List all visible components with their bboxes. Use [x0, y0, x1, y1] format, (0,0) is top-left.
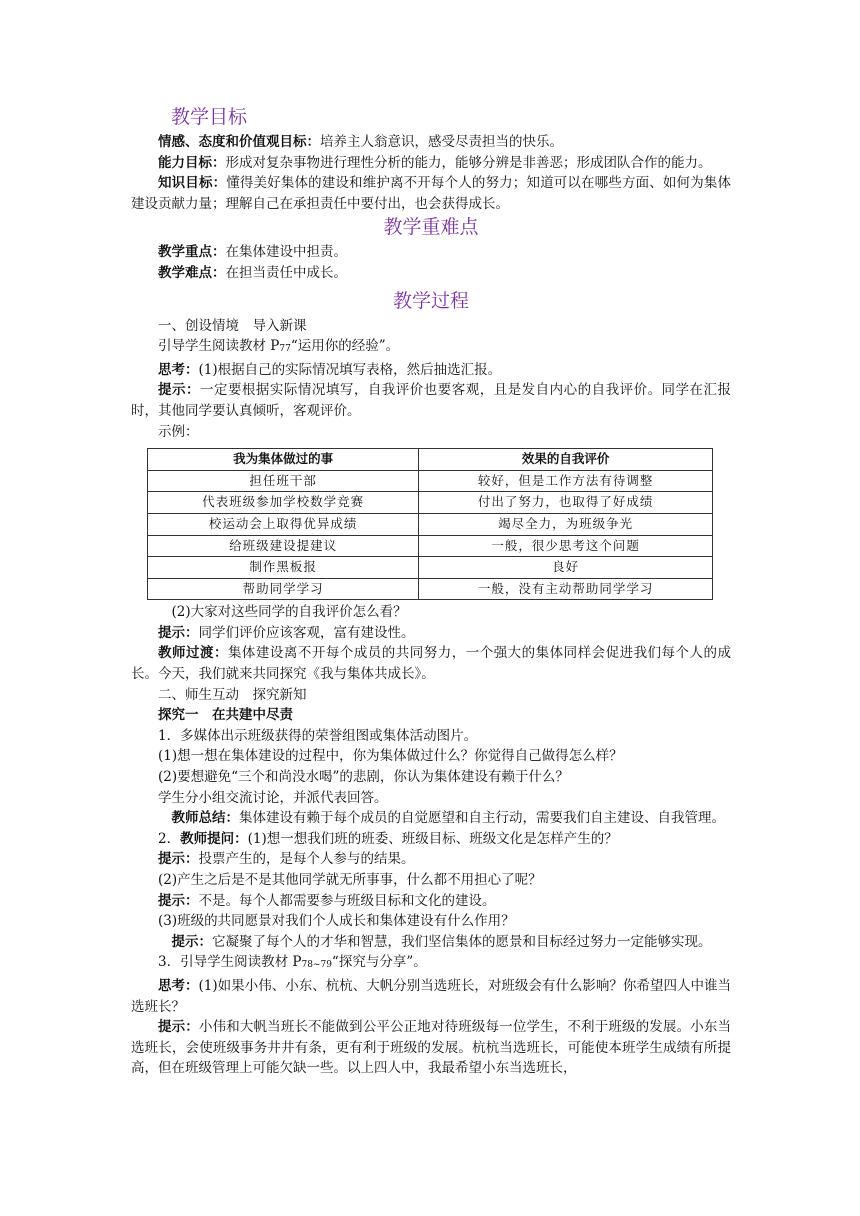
- item-2: [131, 829, 731, 850]
- think-1: [131, 360, 731, 381]
- think-2-label: 思考：: [158, 977, 199, 994]
- item-1-discussion: 学生分小组交流讨论，并派代表回答。: [158, 789, 388, 806]
- hint-1-text: 一定要根据实际情况填写，自我评价也要客观，且是发自内心的自我评价。同学在汇报时，其他同学要认真倾听，客观评价。: [131, 382, 732, 419]
- item-3-page: 78~79: [301, 960, 332, 971]
- item-2-number: 2．: [158, 830, 181, 847]
- hint-5: [131, 932, 731, 953]
- item-2-label: 教师提问：: [180, 830, 248, 847]
- hint-4-text: 不是。每个人都需要参与班级目标和文化的建设。: [198, 892, 496, 909]
- emotion-goal-text: 培养主人翁意识，感受尽责担当的快乐。: [320, 134, 563, 150]
- think-2-text: (1)如果小伟、小东、杭杭、大帆分别当选班长，对班级会有什么影响？你希望四人中谁当选班长？: [131, 977, 732, 1015]
- hint-5-text: 它凝聚了每个人的才华和智慧，我们坚信集体的愿景和目标经过努力一定能够实现。: [212, 933, 712, 950]
- hint-6: [131, 1017, 731, 1079]
- goals-heading: 教学目标: [171, 106, 248, 128]
- hint-2: [131, 623, 731, 644]
- item-2-question-3: (3)班级的共同愿景对我们个人成长和集体建设有什么作用？: [158, 913, 515, 930]
- table-cell: 付出了努力，也取得了好成绩: [419, 492, 713, 514]
- key-point-label: 教学重点：: [158, 244, 226, 261]
- think-2: [131, 976, 731, 1017]
- table-row: [148, 492, 713, 514]
- document-body: [131, 104, 731, 1079]
- knowledge-goal-label: 知识目标：: [158, 175, 227, 192]
- teacher-summary-text: 集体建设有赖于每个成员的自觉愿望和自主行动，需要我们自主建设、自我管理。: [239, 810, 725, 827]
- table-cell: 良好: [419, 557, 713, 579]
- hint-6-text: 小伟和大帆当班长不能做到公平公正地对待班级每一位学生，不利于班级的发展。小东当选班长，会使班级事务井井有条，更有利于班级的发展。杭杭当选班长，可能使本班学生成绩有所提高，但在班级管理上可能欠缺一些。以上四人中，我最希望小东当选班长，: [131, 1019, 732, 1077]
- ability-goal-label: 能力目标：: [158, 154, 226, 171]
- table-header-row: [148, 449, 713, 471]
- item-2-text: (1)想一想我们班的班委、班级目标、班级文化是怎样产生的？: [247, 830, 618, 847]
- item-1: 1．多媒体出示班级获得的荣誉组图或集体活动图片。: [158, 727, 478, 744]
- hint-1: [131, 380, 731, 421]
- table-cell: 给班级建设提建议: [148, 535, 419, 557]
- ability-goal: [131, 153, 731, 174]
- hint-3-label: 提示：: [158, 851, 199, 868]
- guide-1-post: “运用你的经验”。: [290, 338, 400, 355]
- item-3: [131, 952, 731, 976]
- hint-1-label: 提示：: [158, 382, 200, 399]
- question-2: (2)大家对这些同学的自我评价怎么看？: [171, 604, 407, 621]
- item-1-question-2: (2)要想避免“三个和尚没水喝”的悲剧，你认为集体建设有赖于什么？: [158, 769, 569, 786]
- guide-1-pre: 引导学生阅读教材 P: [158, 338, 280, 355]
- hint-6-label: 提示：: [158, 1019, 199, 1036]
- table-row: [148, 557, 713, 579]
- item-1-question-1: (1)想一想在集体建设的过程中，你为集体做过什么？你觉得自己做得怎么样？: [158, 748, 623, 765]
- table-header-evaluation: 效果的自我评价: [419, 449, 713, 471]
- teacher-transition-label: 教师过渡：: [158, 645, 228, 662]
- table-row: [148, 535, 713, 557]
- table-cell: 较好，但是工作方法有待调整: [419, 470, 713, 492]
- table-row: [148, 470, 713, 492]
- teacher-summary-label: 教师总结：: [171, 810, 239, 827]
- table-cell: 帮助同学学习: [148, 578, 419, 600]
- section-1-title: 一、创设情境 导入新课: [158, 317, 307, 334]
- teacher-transition-text: 集体建设离不开每个成员的共同努力，一个强大的集体同样会促进我们每个人的成长。今天，我们就来共同探究《我与集体共成长》。: [131, 645, 731, 683]
- example-label: 示例：: [158, 423, 199, 440]
- process-heading: 教学过程: [392, 289, 469, 312]
- hint-3-text: 投票产生的，是每个人参与的结果。: [198, 851, 415, 868]
- emotion-goal: [131, 132, 731, 153]
- table-cell: 一般，很少思考这个问题: [419, 535, 713, 557]
- item-3-post: “探究与分享”。: [331, 954, 427, 971]
- hint-2-label: 提示：: [158, 624, 199, 641]
- guide-1: [131, 336, 731, 360]
- key-points-heading: 教学重难点: [383, 216, 479, 239]
- hint-4: [131, 891, 731, 912]
- hint-2-text: 同学们评价应该客观，富有建设性。: [198, 624, 415, 641]
- table-cell: 担任班干部: [148, 470, 419, 492]
- difficult-point-text: 在担当责任中成长。: [225, 264, 347, 281]
- explore-1-title: 探究一 在共建中尽责: [158, 707, 293, 724]
- guide-1-page: 77: [279, 344, 291, 355]
- section-2-title: 二、师生互动 探究新知: [158, 686, 307, 703]
- hint-5-label: 提示：: [171, 933, 212, 950]
- table-header-deeds: 我为集体做过的事: [148, 449, 419, 471]
- table-cell: 制作黑板报: [148, 557, 419, 579]
- teacher-summary: [131, 808, 731, 829]
- hint-4-label: 提示：: [158, 892, 199, 909]
- hint-3: [131, 849, 731, 870]
- table-row: [148, 578, 713, 600]
- key-point: [131, 242, 731, 263]
- table-cell: 竭尽全力，为班级争光: [419, 513, 713, 535]
- table-row: [148, 513, 713, 535]
- emotion-goal-label: 情感、态度和价值观目标：: [158, 134, 320, 150]
- difficult-point: [131, 263, 731, 284]
- item-3-pre: 3．引导学生阅读教材 P: [158, 954, 302, 971]
- ability-goal-text: 形成对复杂事物进行理性分析的能力，能够分辨是非善恶；形成团队合作的能力。: [225, 154, 712, 171]
- table-cell: 一般，没有主动帮助同学学习: [419, 578, 713, 600]
- table-cell: 校运动会上取得优异成绩: [148, 513, 419, 535]
- difficult-point-label: 教学难点：: [158, 264, 226, 281]
- think-1-label: 思考：: [158, 361, 199, 378]
- table-cell: 代表班级参加学校数学竞赛: [148, 492, 419, 514]
- item-2-question-2: (2)产生之后是不是其他同学就无所事事，什么都不用担心了呢？: [158, 872, 542, 888]
- teacher-transition: [131, 643, 731, 684]
- think-1-text: (1)根据自己的实际情况填写表格，然后抽选汇报。: [198, 361, 502, 378]
- key-point-text: 在集体建设中担责。: [225, 244, 347, 261]
- knowledge-goal-text: 懂得美好集体的建设和维护离不开每个人的努力；知道可以在哪些方面、如何为集体建设贡献力量；理解自己在承担责任中要付出，也会获得成长。: [131, 175, 732, 212]
- knowledge-goal: [131, 173, 731, 214]
- self-evaluation-table: [147, 448, 713, 600]
